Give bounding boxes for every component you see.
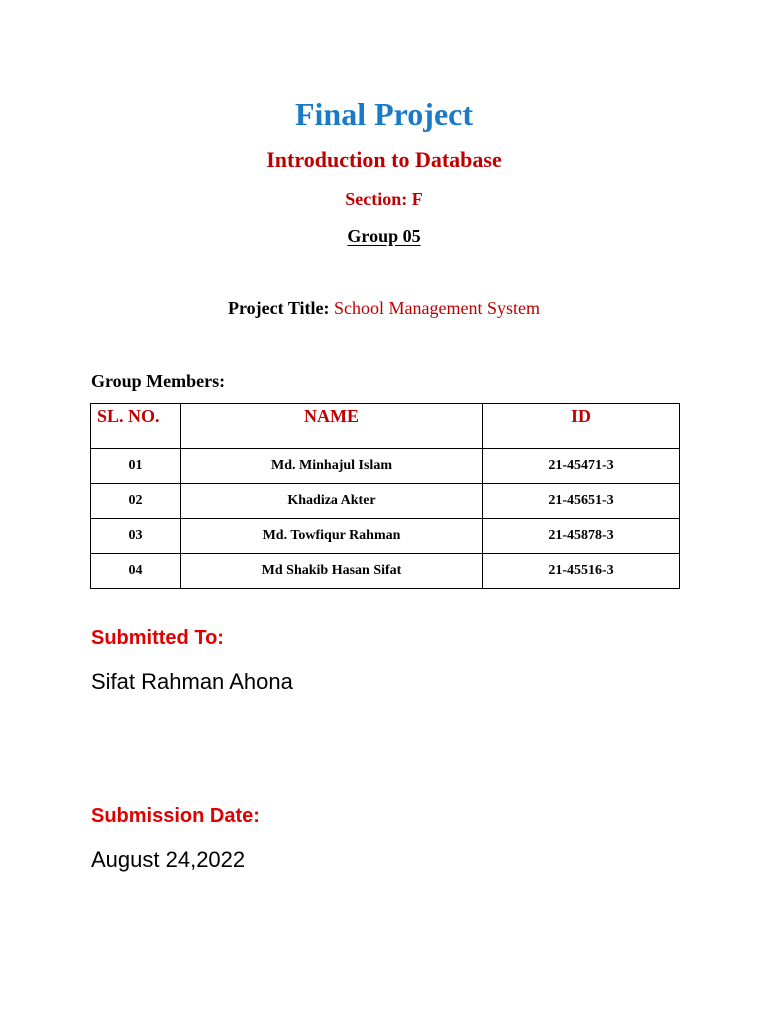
group-members-label: Group Members: bbox=[91, 371, 226, 391]
table-row bbox=[91, 484, 680, 519]
member-id: 21-45471-3 bbox=[483, 449, 680, 484]
header-id: ID bbox=[483, 404, 680, 449]
project-title bbox=[0, 296, 768, 320]
table-header-row bbox=[91, 404, 680, 449]
group-members-table bbox=[90, 403, 680, 589]
member-sl-no: 02 bbox=[91, 484, 181, 519]
member-sl-no: 03 bbox=[91, 519, 181, 554]
group-label bbox=[0, 224, 768, 248]
submission-date-label: Submission Date: bbox=[91, 805, 260, 827]
member-name: Md. Towfiqur Rahman bbox=[181, 519, 483, 554]
submission-date-value: August 24,2022 bbox=[91, 847, 246, 872]
member-name: Md Shakib Hasan Sifat bbox=[181, 554, 483, 589]
course-name: Introduction to Database bbox=[266, 147, 502, 172]
member-sl-no: 01 bbox=[91, 449, 181, 484]
member-name: Md. Minhajul Islam bbox=[181, 449, 483, 484]
table-row bbox=[91, 449, 680, 484]
header-name: NAME bbox=[181, 404, 483, 449]
table-row bbox=[91, 519, 680, 554]
section-label: Section: F bbox=[345, 189, 423, 209]
member-sl-no: 04 bbox=[91, 554, 181, 589]
project-title-label: Project Title: bbox=[228, 298, 330, 318]
member-name: Khadiza Akter bbox=[181, 484, 483, 519]
submitted-to-label: Submitted To: bbox=[91, 627, 224, 649]
header-sl-no: SL. NO. bbox=[91, 404, 181, 449]
member-id: 21-45878-3 bbox=[483, 519, 680, 554]
group-number: Group 05 bbox=[347, 226, 421, 246]
project-title-value: School Management System bbox=[333, 298, 540, 318]
document-title: Final Project bbox=[294, 96, 473, 132]
submitted-to-name: Sifat Rahman Ahona bbox=[91, 669, 293, 694]
member-id: 21-45651-3 bbox=[483, 484, 680, 519]
member-id: 21-45516-3 bbox=[483, 554, 680, 589]
table-row bbox=[91, 554, 680, 589]
